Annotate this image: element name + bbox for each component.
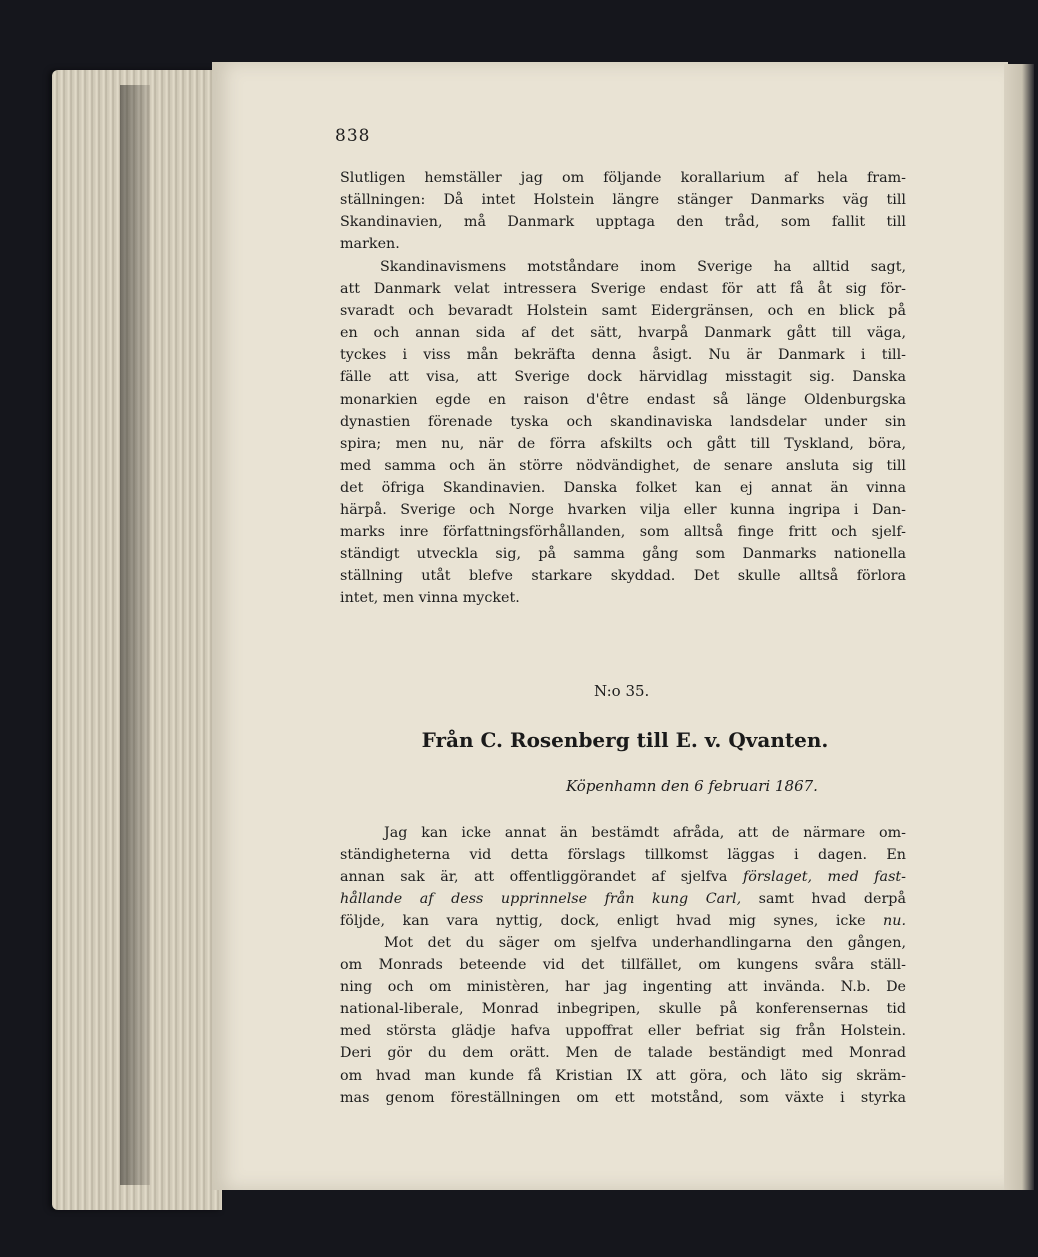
text-line: marken. <box>340 236 400 253</box>
page-right-edge <box>1004 64 1034 1190</box>
text-segment: följde, kan vara nyttig, dock, enligt hvad mig synes, icke <box>340 913 884 930</box>
italic-segment: hållande af dess upprinnelse från kung Carl, <box>340 891 742 908</box>
text-line: mas genom föreställningen om ett motstånd, som växte i styrka <box>340 1089 906 1106</box>
letter-number: N:o 35. <box>594 682 650 700</box>
text-line: Mot det du säger om sjelfva underhandlingarna den gången, <box>384 935 906 951</box>
text-line: om Monrads beteende vid det tillfället, om kungens svåra ställ- <box>340 957 906 974</box>
text-line: med samma och än större nödvändighet, de senare ansluta sig till <box>340 457 906 474</box>
book-gutter-shadow <box>120 85 150 1185</box>
text-line: spira; men nu, när de förra afskilts och gått till Tyskland, böra, <box>340 435 906 452</box>
text-line: ställning utåt blefve starkare skyddad. Det skulle alltså förlora <box>340 568 906 585</box>
text-line: Slutligen hemställer jag om följande korallarium af hela fram- <box>340 170 906 186</box>
paragraph-1 <box>340 167 906 255</box>
text-line: Skandinavismens motståndare inom Sverige ha alltid sagt, <box>380 259 906 275</box>
text-line <box>340 910 906 932</box>
text-line <box>340 866 906 888</box>
text-line: Skandinavien, må Danmark upptaga den tråd, som fallit till <box>340 214 906 231</box>
text-line: härpå. Sverige och Norge hvarken vilja eller kunna ingripa i Dan- <box>340 502 906 519</box>
text-line: Jag kan icke annat än bestämdt afråda, att de närmare om- <box>384 825 906 841</box>
text-line: fälle att visa, att Sverige dock härvidlag misstagit sig. Danska <box>340 369 906 386</box>
text-line: national-liberale, Monrad inbegripen, skulle på konferensernas tid <box>340 1001 906 1018</box>
text-line: svaradt och bevaradt Holstein samt Eidergränsen, och en blick på <box>340 303 906 320</box>
text-line: ständigt utveckla sig, på samma gång som Danmarks nationella <box>340 546 906 563</box>
text-line: med största glädje hafva uppoffrat eller befriat sig från Holstein. <box>340 1023 906 1040</box>
paragraph-3 <box>340 822 906 932</box>
text-line: intet, men vinna mycket. <box>340 590 520 607</box>
text-line: ständigheterna vid detta förslags tillkomst läggas i dagen. En <box>340 847 906 864</box>
text-segment: annan sak är, att offentliggörandet af sjelfva <box>340 869 743 886</box>
text-line: det öfriga Skandinavien. Danska folket kan ej annat än vinna <box>340 479 906 496</box>
text-segment: samt hvad derpå <box>741 891 906 908</box>
text-line: marks inre författningsförhållanden, som alltså finge fritt och sjelf- <box>340 524 906 541</box>
text-line: en och annan sida af det sätt, hvarpå Danmark gått till väga, <box>340 325 906 342</box>
letter-dateline: Köpenhamn den 6 februari 1867. <box>566 777 818 795</box>
text-line: monarkien egde en raison d'être endast så länge Oldenburgska <box>340 391 906 408</box>
text-line: om hvad man kunde få Kristian IX att göra, och läto sig skräm- <box>340 1067 906 1084</box>
text-line: ställningen: Då intet Holstein längre stänger Danmarks väg till <box>340 192 906 209</box>
text-line: Deri gör du dem orätt. Men de talade beständigt med Monrad <box>340 1045 906 1062</box>
text-line: tyckes i viss mån bekräfta denna åsigt. Nu är Danmark i till- <box>340 347 906 364</box>
page-number: 838 <box>335 126 371 146</box>
text-line: att Danmark velat intressera Sverige endast för att få åt sig för- <box>340 281 906 298</box>
text-line <box>340 888 906 910</box>
text-line: dynastien förenade tyska och skandinaviska landsdelar under sin <box>340 413 906 430</box>
paragraph-4 <box>340 932 906 1109</box>
italic-segment: nu. <box>883 913 906 930</box>
letter-heading: Från C. Rosenberg till E. v. Qvanten. <box>421 728 829 752</box>
text-line: ning och om ministèren, har jag ingenting att invända. N.b. De <box>340 979 906 996</box>
italic-segment: förslaget, med fast- <box>742 869 906 886</box>
paragraph-2 <box>340 256 906 610</box>
